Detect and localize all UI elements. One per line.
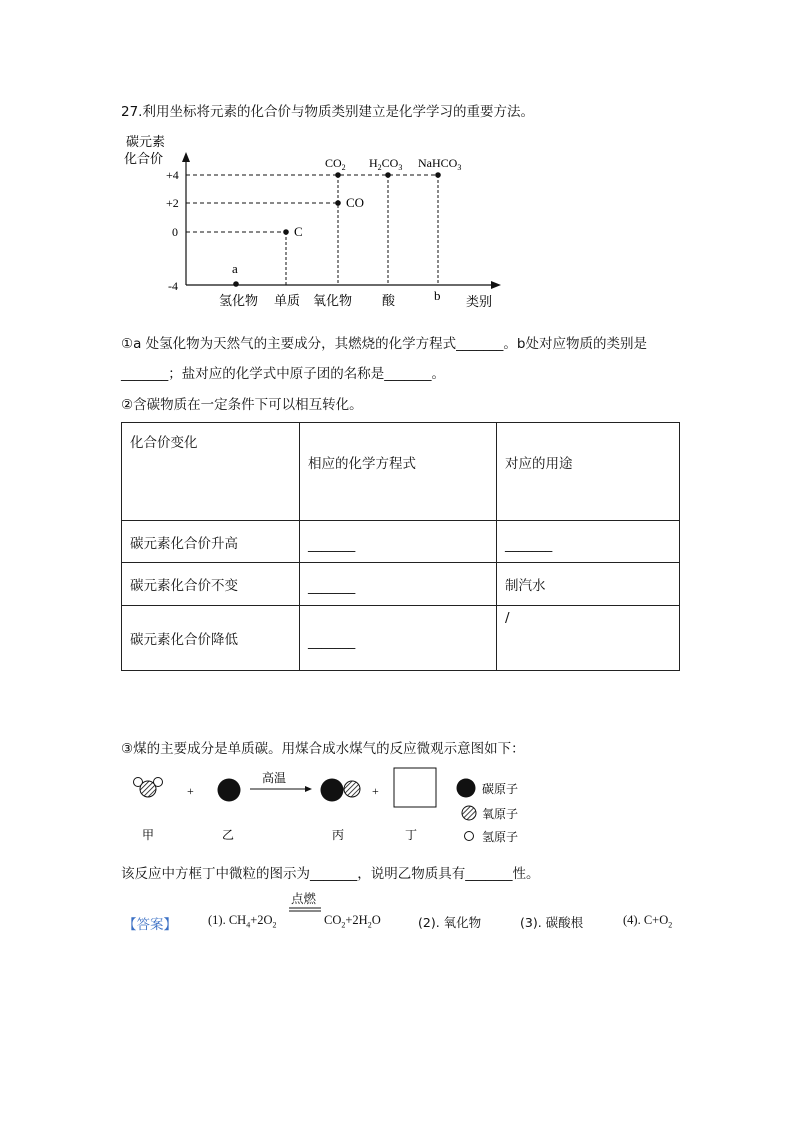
reaction-diagram bbox=[125, 765, 555, 855]
answer-label: 【答案】 bbox=[123, 917, 177, 933]
label-jia: 甲 bbox=[142, 828, 155, 842]
x-cat-oxide: 氧化物 bbox=[313, 294, 353, 309]
answer-1: (1). $CH_4+2O_2$ bbox=[208, 913, 277, 930]
y-axis-arrow bbox=[182, 152, 190, 162]
point-h2co3 bbox=[385, 172, 391, 178]
table-header-row bbox=[122, 423, 680, 521]
header-use: 对应的用途 bbox=[497, 423, 680, 521]
x-axis-arrow bbox=[491, 281, 501, 289]
cell-change: 碳元素化合价不变 bbox=[122, 563, 300, 606]
cell-use: _______ bbox=[497, 521, 680, 563]
valence-chart bbox=[118, 128, 518, 313]
condition-text: 高温 bbox=[262, 771, 287, 785]
y-axis-label-line2: 化合价 bbox=[124, 152, 164, 167]
label-h2co3: $H_2CO_3$ bbox=[369, 156, 403, 172]
guide-lines bbox=[186, 175, 438, 285]
point-a bbox=[233, 281, 239, 287]
y-tick-minus4: -4 bbox=[168, 279, 178, 293]
label-nahco3: NaHCO$_3$ bbox=[418, 156, 462, 172]
point-co2 bbox=[335, 172, 341, 178]
label-co: CO bbox=[346, 195, 365, 210]
part3-text: ③煤的主要成分是单质碳。用煤合成水煤气的反应微观示意图如下： bbox=[121, 741, 525, 757]
y-tick-plus4: +4 bbox=[166, 168, 179, 182]
part3-question: 该反应中方框丁中微粒的图示为_______，说明乙物质具有_______性。 bbox=[121, 866, 540, 882]
reaction-arrowhead bbox=[305, 786, 312, 792]
answer-1-condition: 点燃 bbox=[291, 891, 317, 906]
molecule-bing bbox=[321, 779, 361, 802]
table-row bbox=[122, 606, 680, 671]
legend-oxygen-icon bbox=[462, 806, 476, 820]
legend-carbon-icon bbox=[457, 779, 476, 798]
part1-line1: ①a 处氢化物为天然气的主要成分，其燃烧的化学方程式_______。b处对应物质的类别是 bbox=[121, 336, 647, 352]
molecule-jia bbox=[134, 778, 163, 798]
label-co2: $CO_2$ bbox=[325, 156, 346, 172]
cell-change: 碳元素化合价升高 bbox=[122, 521, 300, 563]
plus-sign-1: + bbox=[187, 784, 194, 798]
label-a: a bbox=[232, 261, 238, 276]
answer-4: (4). $C+O_2$ bbox=[623, 913, 673, 930]
atom-yi-carbon bbox=[218, 779, 241, 802]
cell-equation: _______ bbox=[300, 563, 497, 606]
cell-change: 碳元素化合价降低 bbox=[122, 606, 300, 671]
label-ding: 丁 bbox=[405, 828, 418, 842]
cell-use: / bbox=[497, 606, 680, 671]
label-c: C bbox=[294, 224, 303, 239]
y-tick-plus2: +2 bbox=[166, 196, 179, 210]
legend-carbon: 碳原子 bbox=[482, 782, 519, 796]
answer-3: (3). 碳酸根 bbox=[520, 915, 584, 930]
label-yi: 乙 bbox=[222, 828, 235, 842]
point-nahco3 bbox=[435, 172, 441, 178]
y-axis-label-line1: 碳元素 bbox=[126, 135, 166, 150]
table-row bbox=[122, 521, 680, 563]
x-axis-label: 类别 bbox=[466, 295, 493, 310]
point-co bbox=[335, 200, 341, 206]
x-cat-hydride: 氢化物 bbox=[219, 294, 259, 309]
conversion-table bbox=[121, 422, 680, 671]
cell-use: 制汽水 bbox=[497, 563, 680, 606]
x-cat-element: 单质 bbox=[274, 294, 301, 309]
header-equation: 相应的化学方程式 bbox=[300, 423, 497, 521]
part2-text: ②含碳物质在一定条件下可以相互转化。 bbox=[121, 397, 363, 413]
x-cat-acid: 酸 bbox=[382, 294, 396, 309]
header-valence-change: 化合价变化 bbox=[122, 423, 300, 521]
cell-equation: _______ bbox=[300, 606, 497, 671]
cell-equation: _______ bbox=[300, 521, 497, 563]
point-c bbox=[283, 229, 289, 235]
answer-2: (2). 氧化物 bbox=[418, 915, 482, 930]
part1-line2: _______；盐对应的化学式中原子团的名称是_______。 bbox=[121, 366, 445, 382]
label-bing: 丙 bbox=[332, 828, 345, 842]
table-row bbox=[122, 563, 680, 606]
answer-1-products: $CO_2+2H_2O$ bbox=[324, 913, 381, 930]
y-tick-0: 0 bbox=[172, 225, 178, 239]
legend-hydrogen: 氢原子 bbox=[482, 830, 519, 844]
legend-hydrogen-icon bbox=[465, 832, 474, 841]
equals-double-line bbox=[289, 906, 321, 914]
question-title: 27.利用坐标将元素的化合价与物质类别建立是化学学习的重要方法。 bbox=[121, 104, 534, 120]
legend-oxygen: 氧原子 bbox=[482, 807, 519, 821]
plus-sign-2: + bbox=[372, 784, 379, 798]
x-cat-b: b bbox=[434, 288, 441, 303]
box-ding bbox=[394, 768, 436, 807]
